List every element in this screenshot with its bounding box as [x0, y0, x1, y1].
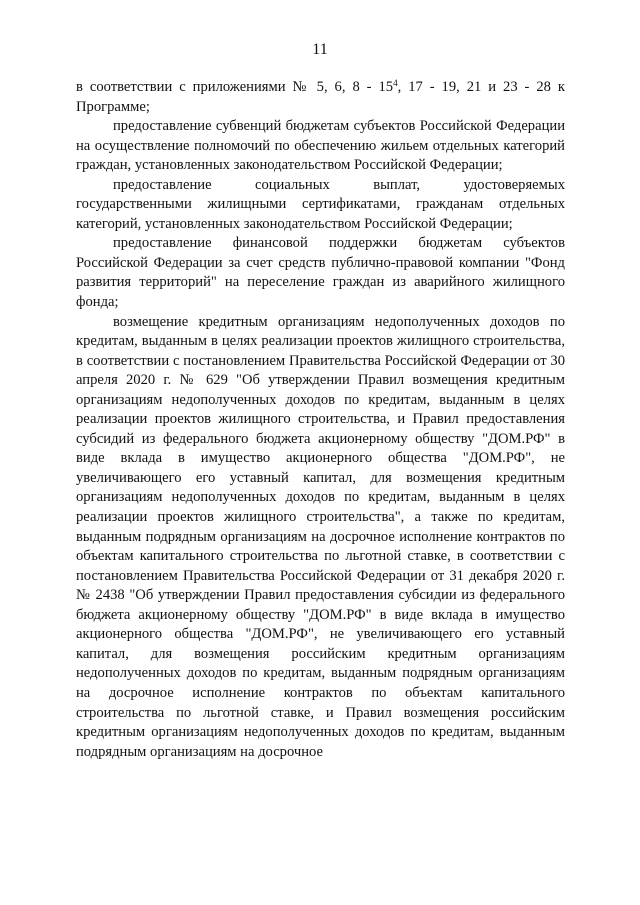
paragraph-financial-support: предоставление финансовой поддержки бюджетам субъектов Российской Федерации за счет средств публично-правовой компании "Фонд развития территорий" на переселение граждан из аварийного жилищного фонда;: [76, 235, 565, 311]
paragraph-subventions: предоставление субвенций бюджетам субъектов Российской Федерации на осуществление полномочий по обеспечению жильем отдельных категорий граждан, установленных законодательством Российской Федерации;: [76, 118, 565, 174]
document-body: [76, 78, 565, 762]
paragraph-social-payments: предоставление социальных выплат, удостоверяемых государственными жилищными сертификатами, гражданам отдельных категорий, установленных законодательством Российской Федерации;: [76, 176, 565, 232]
paragraph-text-start: в соответствии с приложениями № 5, 6, 8 - 15: [76, 79, 394, 95]
superscript-index: 4: [393, 78, 398, 88]
page-number: 11: [312, 41, 328, 58]
paragraph-text-end: , 17 - 19, 21 и 23 - 28 к Программе;: [76, 79, 565, 115]
paragraph-reimbursement: возмещение кредитным организациям недополученных доходов по кредитам, выданным в целях реализации проектов жилищного строительства, в соответствии с постановлением Правительства Российской Федерации от 30 апреля 2020 г. № 629 "Об утверждении Правил возмещения кредитным организациям недополученных доходов по кредитам, выданным в целях реализации проектов жилищного строительства, и Правил предоставления субсидий из федерального бюджета акционерному обществу "ДОМ.РФ" в виде вклада в имущество акционерного общества "ДОМ.РФ", не увеличивающего его уставный капитал, для возмещения кредитным организациям недополученных доходов по кредитам, выданным в целях реализации проектов жилищного строительства", а также по кредитам, выданным подрядным организациям на досрочное исполнение контрактов по объектам капитального строительства по льготной ставке, в соответствии с постановлением Правительства Российской Федерации от 31 декабря 2020 г. № 2438 "Об утверждении Правил предоставления субсидии из федерального бюджета акционерному обществу "ДОМ.РФ" в виде вклада в имущество акционерного общества "ДОМ.РФ", не увеличивающего его уставный капитал, для возмещения российским кредитным организациям недополученных доходов по кредитам, выданным подрядным организациям на досрочное исполнение контрактов по объектам капитального строительства по льготной ставке, и Правил возмещения российским кредитным организациям недополученных доходов по кредитам, выданным подрядным организациям на досрочное: [76, 313, 565, 760]
paragraph-continuation: [76, 78, 565, 117]
